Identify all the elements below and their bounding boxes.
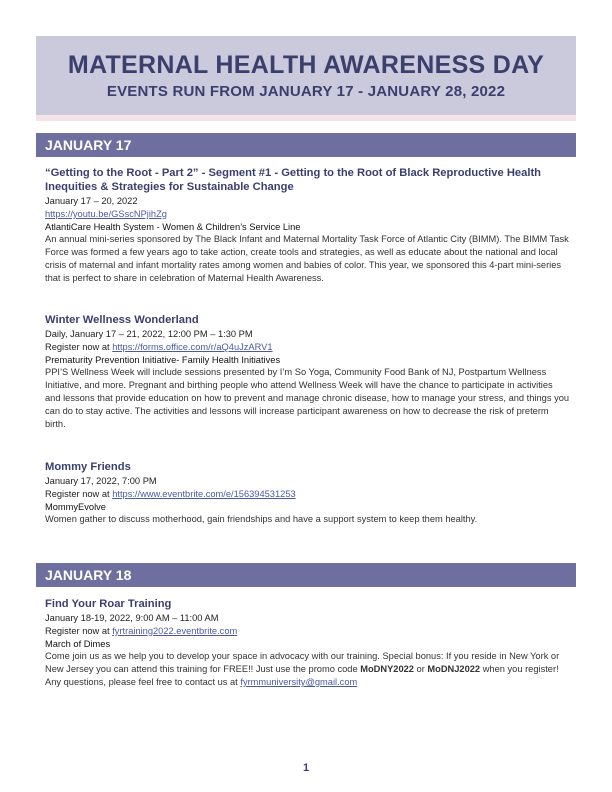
promo-code-nj: MoDNJ2022 [427,664,481,675]
event-mommy-friends [45,460,570,526]
event-register-line [45,341,570,354]
event-description: An annual mini-series sponsored by The Black Infant and Maternal Mortality Task Force of Atlantic City (BIMM). The BIMM Task Force was formed a few years ago to take action, create tools and strategies, as well as educate about the national and local crisis of maternal and infant mortality rates among women and babies of color. This year, we sponsored this 4-part mini-series that is perfect to share in celebration of Maternal Health Awareness. [45,234,569,283]
event-organizer: Prematurity Prevention Initiative- Family Health Initiatives [45,354,281,365]
contact-email-link[interactable]: fyrmmuniversity@gmail.com [240,676,358,687]
page-header-banner [36,36,576,115]
event-title: “Getting to the Root - Part 2” - Segment #1 - Getting to the Root of Black Reproductive Health Inequities & Strategies for Sustainable Change [45,167,542,193]
section-header-january-17: JANUARY 17 [36,133,576,157]
page-subtitle: EVENTS RUN FROM JANUARY 17 - JANUARY 28, 2022 [106,83,506,100]
event-organizer: March of Dimes [45,638,111,649]
event-organizer: AtlantiCare Health System - Women & Children’s Service Line [45,221,301,232]
page-number: 1 [302,762,310,774]
register-prefix: Register now at [45,625,113,636]
event-getting-to-the-root [45,166,570,285]
description-text: Come join us as we help you to develop your space in advocacy with our training. Special bonus: If you reside in New York or New Jersey you can attend this training for FREE!! Just use the promo code [45,651,560,675]
event-link[interactable]: https://youtu.be/GSscNPjihZg [45,208,167,219]
event-date: January 18-19, 2022, 9:00 AM – 11:00 AM [45,613,219,623]
event-link[interactable]: https://forms.office.com/r/aQ4uJzARV1 [112,341,273,352]
section-header-january-18: JANUARY 18 [36,563,576,587]
event-date: January 17 – 20, 2022 [45,196,138,206]
event-register-line [45,625,570,638]
event-winter-wellness-wonderland [45,313,570,430]
event-description [45,650,570,688]
event-date: Daily, January 17 – 21, 2022, 12:00 PM – 1:30 PM [45,329,253,339]
event-register-line [45,488,570,501]
page-title: MATERNAL HEALTH AWARENESS DAY [67,51,545,79]
event-date: January 17, 2022, 7:00 PM [45,476,157,486]
event-description: Women gather to discuss motherhood, gain friendships and have a support system to keep them healthy. [45,514,478,525]
event-title: Find Your Roar Training [45,598,172,610]
banner-accent-strip [36,115,576,121]
event-title: Winter Wellness Wonderland [45,314,199,326]
description-text: when you register! Any questions, please feel free to contact us at [45,664,559,687]
promo-code-ny: MoDNY2022 [360,664,414,675]
register-prefix: Register now at [45,341,113,352]
event-organizer: MommyEvolve [45,501,106,512]
event-link[interactable]: fyrtraining2022.eventbrite.com [112,625,238,636]
description-text: or [413,664,428,675]
event-link[interactable]: https://www.eventbrite.com/e/156394531253 [112,488,296,499]
event-description: PPI’S Wellness Week will include sessions presented by I’m So Yoga, Community Food Bank of NJ, Postpartum Wellness Initiative, and more. Pregnant and birthing people who attend Wellness Week will have the chance to participate in activities and lessons that provide education on how to prevent and manage chronic disease, how to manage your stress, and things you can do to stay active. The activities and lessons will increase participant awareness on how to decrease the risk of preterm birth. [45,367,570,429]
register-prefix: Register now at [45,488,113,499]
event-title: Mommy Friends [45,461,131,473]
event-find-your-roar-training [45,597,570,689]
